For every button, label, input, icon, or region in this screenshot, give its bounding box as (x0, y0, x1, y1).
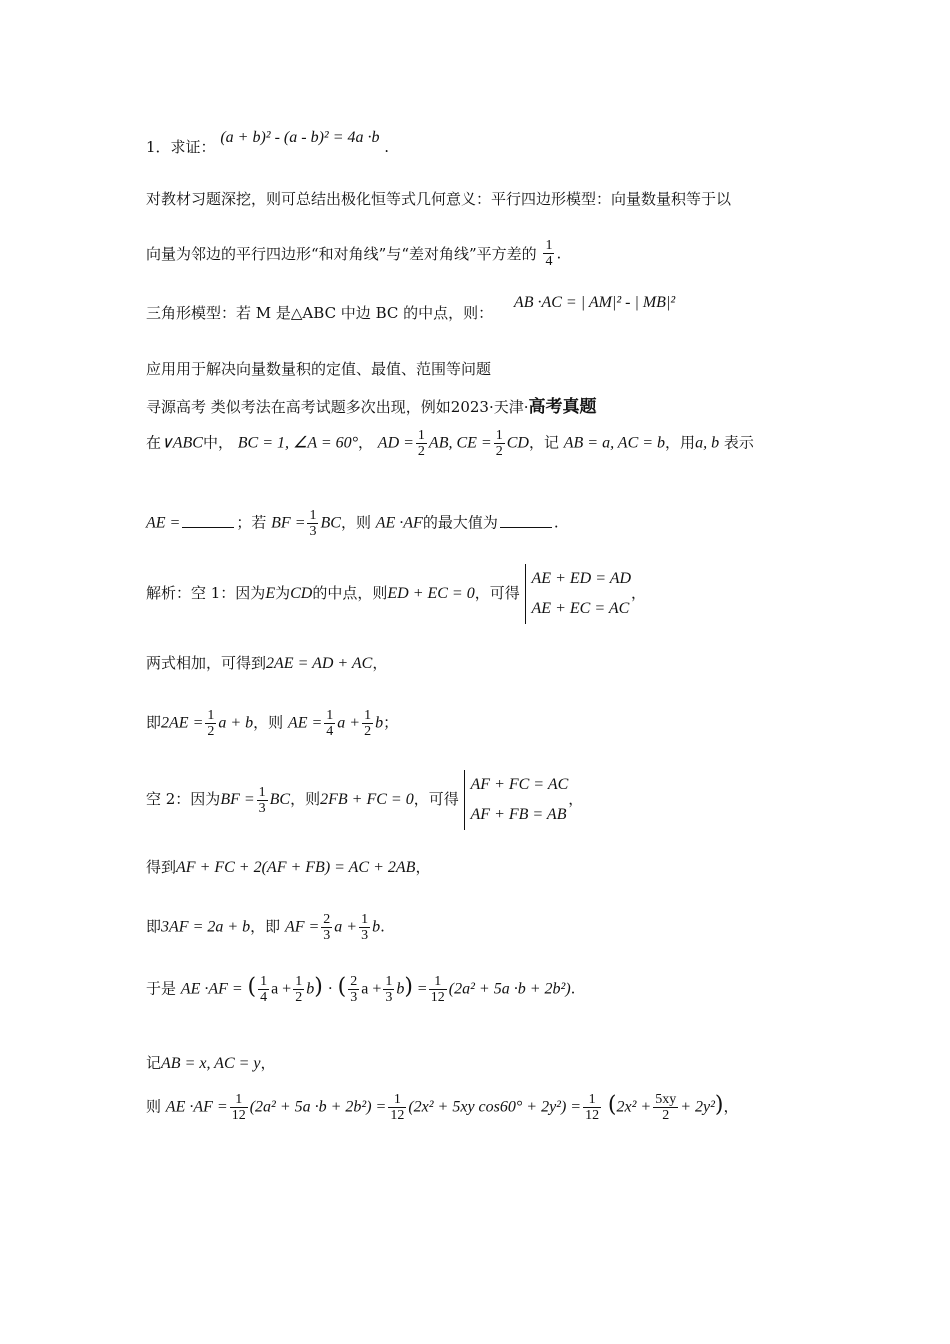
triangle-model-formula: AB ·AC = | AM|² - | MB|² (513, 293, 676, 311)
proof-statement: 1．求证： (a + b)² - (a - b)² = 4a ·b . (146, 129, 390, 156)
solution-final: 则 AE ·AF = $\frac{1}{12}$ (2a² + 5a ·b + 2b²) = $\frac{1}{12}$ (2x² + 5xy cos60° + 2y²) = $\frac{1}{12}$ (2x² + $\frac{5xy}{2}$ + 2y²)， (146, 1092, 739, 1123)
solution-part-2: 空 2：因为BF = $\frac{1}{3}$ BC，则2FB + FC = 0，可得 AF + FC = AC AF + FB = AB， (146, 770, 583, 830)
paragraph-parallelogram-model: 向量为邻边的平行四边形“和对角线”与“差对角线”平方差的 $\frac{1}{4}$ . (146, 238, 562, 269)
solution-sum: 两式相加，可得到2AE = AD + AC， (146, 654, 388, 672)
problem-questions: AE = ；若 BF = $\frac{1}{3}$ BC，则 AE ·AF的最大值为 . (146, 508, 559, 539)
solution-combined: 得到AF + FC + 2(AF + FB) = AC + 2AB， (146, 858, 431, 876)
exam-tag: 高考真题 (528, 397, 597, 417)
problem-label: 1．求证： (146, 138, 216, 156)
solution-af-result: 即3AF = 2a + b，即 AF = $\frac{2}{3}$ a + $\frac{1}{3}$ b. (146, 912, 385, 943)
solution-substitution: 记AB = x, AC = y， (146, 1054, 276, 1072)
answer-blank-2 (500, 527, 552, 528)
paragraph-exam-source: 寻源高考 类似考法在高考试题多次出现，例如2023·天津·高考真题 (146, 397, 597, 417)
identity-formula: (a + b)² - (a - b)² = 4a ·b (220, 129, 380, 146)
equation-system-2: AF + FC = AC AF + FB = AB (464, 770, 569, 830)
solution-dot-product: 于是 AE ·AF = ( $\frac{1}{4}$ a + $\frac{1}{2}$ b) · ( $\frac{2}{3}$ a + $\frac{1}{3}$ b) = $\frac{1}{12}$ (2a² + 5a ·b + 2b²). (146, 974, 576, 1005)
answer-blank-1 (182, 527, 234, 528)
paragraph-geometric-meaning: 对教材习题深挖，则可总结出极化恒等式几何意义：平行四边形模型：向量数量积等于以 (146, 190, 732, 208)
solution-part-1: 解析：空 1：因为E为CD的中点，则ED + EC = 0，可得 AE + ED = AD AE + EC = AC， (146, 564, 646, 624)
fraction-one-quarter: $\frac{1}{4}$ (545, 238, 553, 269)
paragraph-triangle-model: 三角形模型：若 M 是△ABC 中边 BC 的中点，则： AB ·AC = | AM|² - | MB|² (146, 293, 676, 322)
equation-system-1: AE + ED = AD AE + EC = AC (525, 564, 632, 624)
paragraph-application: 应用用于解决向量数量积的定值、最值、范围等问题 (146, 360, 492, 378)
problem-setup: 在∨ABC中， BC = 1, ∠A = 60°， AD = $\frac{1}{2}$ AB, CE = $\frac{1}{2}$ CD，记 AB = a, AC = b，用a, b 表示 (146, 428, 754, 459)
solution-ae-result: 即2AE = $\frac{1}{2}$ a + b，则 AE = $\frac{1}{4}$ a + $\frac{1}{2}$ b； (146, 708, 399, 739)
